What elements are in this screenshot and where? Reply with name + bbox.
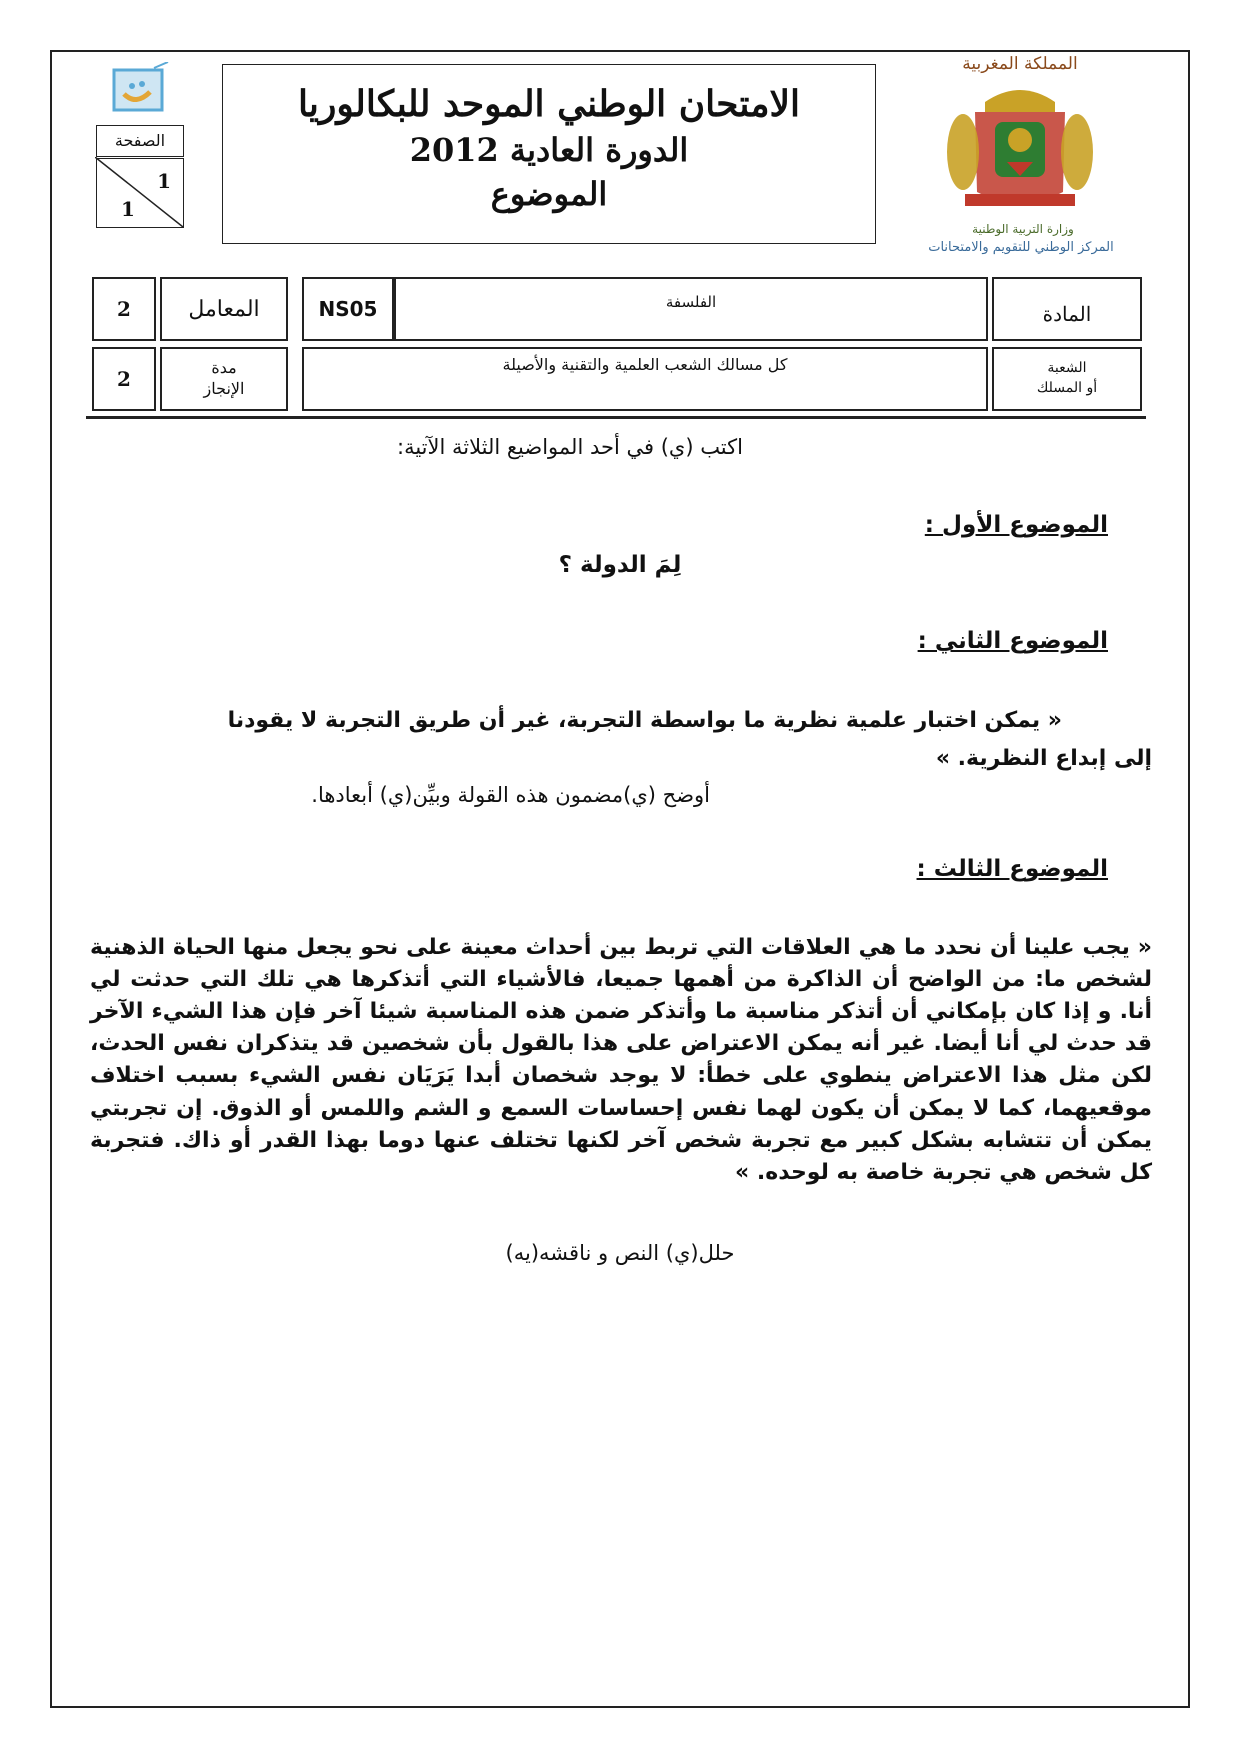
topic3-text: « يجب علينا أن نحدد ما هي العلاقات التي تربط بين أحداث معينة على نحو يجعل منها الحياة الذهنية لشخص ما: من الواضح أن الذاكرة من أهمها جميعا، فالأشياء التي أتذكرها هي تلك التي حدثت لي أنا. و إذا كان بإمكاني أن أتذكر مناسبة ما وأتذكر ضمن هذه المناسبة شيئا آخر فإن هذا الشيء الآخر قد حدث لي أنا أيضا. غير أنه يمكن الاعتراض على هذا بالقول بأن شخصين قد يتذكران نفس الحدث، لكن مثل هذا الاعتراض ينطوي على خطأ: لا يوجد شخصان أبدا يَرَيَان نفس الشيء بسبب اختلاف موقعيهما، كما لا يمكن أن يكون لهما نفس إحساسات السمع و الشم واللمس أو الذوق. إن تجربتي يمكن أن تتشابه بشكل كبير مع تجربة شخص آخر لكنها تختلف عنها دوما بهذا القدر أو ذاك. فتجربة كل شخص هي تجربة خاصة به لوحده. » <box>90 935 1152 1185</box>
topic3-heading: الموضوع الثالث : <box>916 856 1108 882</box>
topic2-heading: الموضوع الثاني : <box>917 628 1108 654</box>
exam-center-logo-icon <box>110 62 174 116</box>
coefficient-label: المعامل <box>160 277 288 341</box>
coefficient-value: 2 <box>92 277 156 341</box>
branch-label <box>992 347 1142 411</box>
page-current: 1 <box>157 169 171 193</box>
branch-label-line1: الشعبة <box>1047 360 1087 377</box>
royal-emblem-icon <box>945 82 1095 214</box>
kingdom-name: المملكة المغربية <box>962 54 1078 74</box>
exam-title: الامتحان الوطني الموحد للبكالوريا <box>297 83 801 125</box>
branch-value: كل مسالك الشعب العلمية والتقنية والأصيلة <box>302 347 988 411</box>
topic1-heading: الموضوع الأول : <box>924 512 1108 538</box>
subject-code: NS05 <box>302 277 394 341</box>
topic1-question: لِمَ الدولة ؟ <box>558 552 682 578</box>
ministry-name: وزارة التربية الوطنية <box>972 222 1074 236</box>
evaluation-center-name: المركز الوطني للتقويم والامتحانات <box>928 240 1114 255</box>
page-total: 1 <box>121 197 135 221</box>
header-separator <box>86 416 1146 419</box>
duration-value: 2 <box>92 347 156 411</box>
exam-subject-label: الموضوع <box>490 175 608 213</box>
subject-value: الفلسفة <box>394 277 988 341</box>
topic3-task: حلل(ي) النص و ناقشه(يه) <box>505 1241 735 1265</box>
duration-label-line1: مدة <box>211 358 237 378</box>
subject-label: المادة <box>992 277 1142 341</box>
page-label: الصفحة <box>96 125 184 157</box>
branch-label-line2: أو المسلك <box>1036 380 1098 396</box>
topic2-task: أوضح (ي)مضمون هذه القولة وبيِّن(ي) أبعادها. <box>311 783 710 807</box>
exam-session: الدورة العادية 2012 <box>409 131 689 169</box>
duration-label <box>160 347 288 411</box>
page-number-box <box>96 158 184 228</box>
instruction: اكتب (ي) في أحد المواضيع الثلاثة الآتية: <box>397 435 743 459</box>
topic2-quote-line1: « يمكن اختبار علمية نظرية ما بواسطة التجربة، غير أن طريق التجربة لا يقودنا <box>227 708 1062 733</box>
exam-title-box <box>222 64 876 244</box>
duration-label-line2: الإنجاز <box>203 379 245 398</box>
topic2-quote-line2: إلى إبداع النظرية. » <box>935 746 1152 771</box>
